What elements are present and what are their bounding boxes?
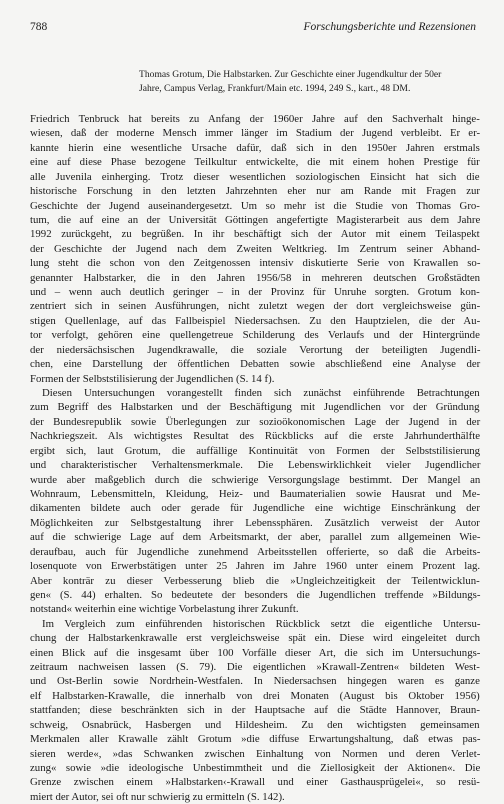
text-line: 1992 zurückgeht, zu begrüßen. In ihr beschäftigt sich der Autor mit einem Teilaspekt [30, 228, 480, 241]
text-line: Geschichte der Jugend auseinandergesetzt. Um so mehr ist die Studie von Thomas Gro- [30, 199, 480, 212]
text-line: auf die schwierige Lage auf dem Arbeitsmarkt, der aber, parallel zum allgemeinen Wie- [30, 531, 481, 544]
text-line: Diesen Untersuchungen vorangestellt finden sich zunächst einführende Betrachtungen [42, 387, 480, 400]
text-line: der niedersächsischen Jugendkrawalle, die soziale Verortung der beteiligten Jugendli- [30, 343, 481, 356]
text-line: einen Blick auf die insgesamt über 100 Vorfälle dieser Art, die sich im Untersuchungs- [30, 646, 481, 659]
text-line: kannte hierin eine wesentliche Ursache dafür, daß sich in den 1950er Jahren erstmals [30, 141, 480, 154]
text-line: Nachkriegszeit. Als wichtigstes Resultat des Rückblicks auf die erste Jahrhunderthälfte [30, 430, 480, 443]
text-line: stattfanden; diese beschränkten sich in der Hauptsache auf die Städte Hannover, Braun- [30, 704, 480, 717]
review-body-text [30, 112, 480, 804]
text-line: schweig, Osnabrück, Hasbergen und Hildesheim. Zu den wichtigsten gemeinsamen [30, 718, 480, 731]
text-line: und charakteristischer Verhaltensmerkmale. Die Lebenswirklichkeit vieler Jugendlicher [30, 459, 481, 472]
text-line: Im Vergleich zum einführenden historischen Rückblick setzt die eigentliche Untersu- [42, 617, 481, 630]
text-line: chen, eine Darstellung der öffentlichen Debatten sowie abschließend eine Analyse der [30, 358, 481, 371]
text-line: Aber konträr zu dieser Verbesserung blieb die »Ungleichzeitigkeit der Teilentwicklun- [30, 574, 480, 587]
text-line: wurde aber maßgeblich durch die schwierige Versorgungslage bestimmt. Der Mangel an [30, 473, 481, 486]
text-line: Wohnraum, Lebensmitteln, Kleidung, Heiz- und Baumaterialien sowie Hausrat und Me- [30, 487, 481, 500]
text-line: Friedrich Tenbruck hat bereits zu Anfang der 1960er Jahre auf den Sachverhalt hinge- [30, 113, 480, 125]
text-line: eine auf diese Phase bezogene Teilkultur entwickelte, die mit einem hohen Prestige für [30, 156, 480, 169]
text-line: zung« sowie »die ideologische Unbestimmtheit und die Ziellosigkeit der Aktionen«. Die [30, 761, 481, 774]
text-line: ergibt sich, laut Grotum, die auffällige Kontinuität von Formen der Selbststilisierung [30, 444, 481, 457]
text-line: dikamenten bildete auch oder gerade für Jugendliche eine wichtige Einschränkung der [30, 502, 480, 515]
text-line: Merkmalen aller Krawalle zählt Grotum »die diffuse Erwartungshaltung, daß etwas pas- [30, 733, 481, 746]
text-line: gen« (S. 44) erhalten. So bedeutete der besonders die Jugendlichen treffende »Bildungs- [30, 588, 481, 601]
running-head: Forschungsberichte und Rezensionen [303, 21, 476, 33]
text-line: miert der Autor, sei oft nur schwierig zu ermitteln (S. 142). [30, 790, 285, 803]
text-line: sieren werde«, »das Schwanken zwischen Einhaltung von Normen und deren Verlet- [30, 747, 481, 760]
text-line: zeitraum nachweisen lassen (S. 79). Die eigentlichen »Krawall-Zentren« bildeten West- [30, 661, 480, 674]
text-line: historische Forschung in den letzten Jahrzehnten eher nur am Rande mit Fragen zur [30, 185, 480, 198]
text-line: zentriert sich in seinen Ausführungen, nicht zuletzt wegen der dort vergleichsweise gün- [30, 300, 481, 313]
text-line: stigen Quellenlage, auf das Fallbeispiel Niedersachsen. Zu den Hauptzielen, die der Au- [30, 314, 481, 327]
book-citation [139, 68, 484, 96]
text-line: und – wenn auch deutlich geringer – in der Provinz für Unruhe sorgten. Grotum kon- [30, 286, 480, 299]
text-line: Möglichkeiten zur Selbstgestaltung ihrer Lebenssphären. Zusätzlich verweist der Autor [30, 516, 480, 529]
text-line: der Geschichte der Jugend nach dem Zweiten Weltkrieg. Im Zentrum seiner Abhand- [30, 242, 481, 255]
page-number: 788 [30, 21, 48, 33]
text-line: Grenze zwischen einem »Halbstarken‹-Krawall und einer Gasthausprügelei«, so resü- [30, 776, 480, 789]
text-line: losenquote von Erwerbstätigen unter 25 Jahren im Jahre 1960 unter einem Prozent lag. [30, 560, 481, 573]
text-line: chung der Halbstarkenkrawalle erst vergleichsweise spät ein. Diese wird eingeleitet durch [30, 632, 481, 645]
page-header [30, 21, 476, 37]
text-line: elf Halbstarken-Krawalle, die innerhalb von drei Monaten (August bis Oktober 1956) [30, 689, 480, 702]
text-line: notstand« weiterhin eine wichtige Vorbelastung ihrer Zukunft. [30, 603, 299, 616]
text-line: tor verfolgt, gehören eine quellengetreue Schilderung des Verlaufs und der Hintergründe [30, 329, 480, 342]
text-line: lung steht die schon von den Zeitgenossen intensiv diskutierte Serie von Krawallen so- [30, 257, 481, 270]
text-line: der Bundesrepublik sowie Überlegungen zur sozioökonomischen Lage der Jugend in der [30, 415, 481, 428]
text-line: zum Begriff des Halbstarken und der Beschäftigung mit Jugendlichen vor der Gründung [30, 401, 480, 414]
text-line: alle Juvenila einherging. Trotz dieser wesentlichen soziologischen Einsicht hat sich die [30, 170, 480, 183]
citation-line: Thomas Grotum, Die Halbstarken. Zur Geschichte einer Jugendkultur der 50er [139, 69, 442, 80]
citation-line: Jahre, Campus Verlag, Frankfurt/Main etc. 1994, 249 S., kart., 48 DM. [139, 83, 411, 94]
text-line: und Ost-Berlin sowie Nordrhein-Westfalen. In Niedersachsen hingegen waren es ganze [30, 675, 480, 688]
text-line: Formen der Selbststilisierung der Jugendlichen (S. 14 f). [30, 372, 275, 385]
text-line: genannter Halbstarker, die in den Jahren 1956/58 in mehreren deutschen Großstädten [30, 271, 481, 284]
text-line: deraufbau, auch für Jugendliche zunehmend Arbeitsstellen offerierte, so daß die Arbeits- [30, 545, 481, 558]
text-line: wiesen, daß der moderne Mensch immer länger im Stadium der Jugend verbleibt. Er er- [30, 127, 481, 140]
text-line: tum, die auf eine an der Universität Göttingen angefertigte Magisterarbeit aus dem Jahre [30, 213, 481, 226]
